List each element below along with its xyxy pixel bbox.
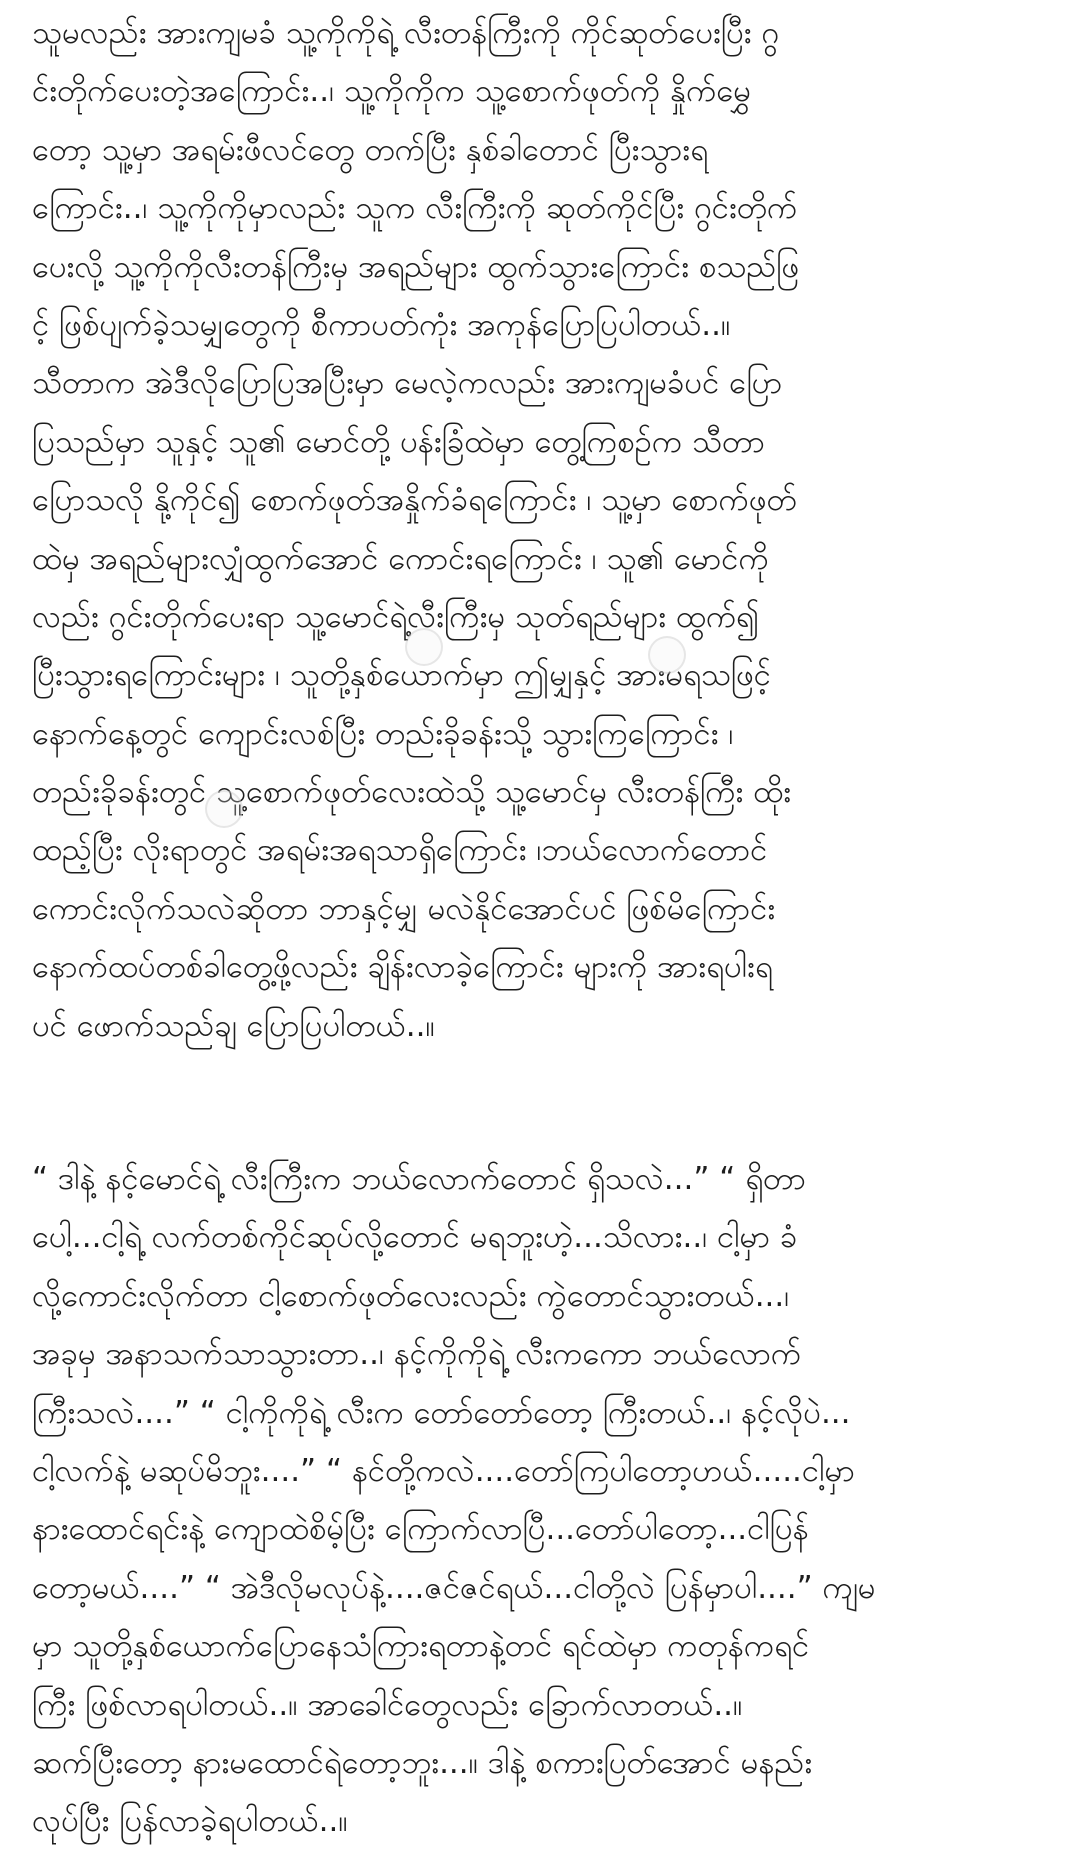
text-line: ကောင်းလိုက်သလဲဆိုတာ ဘာနှင့်မျှ မလဲနိုင်အောင်ပင် ဖြစ်မိကြောင်း bbox=[32, 890, 776, 927]
text-line: ဆက်ပြီးတော့ နားမထောင်ရဲတော့ဘူး...။ ဒါနဲ့ စကားပြတ်အောင် မနည်း bbox=[32, 1744, 813, 1781]
text-line: ငါ့လက်နဲ့ မဆုပ်မိဘူး....” “ နင်တို့ကလဲ....တော်ကြပါတော့ဟယ်.....ငါ့မှာ bbox=[32, 1452, 855, 1489]
text-line: ကြီး ဖြစ်လာရပါတယ်..။ အာခေါင်တွေလည်း ခြောက်လာတယ်..။ bbox=[32, 1686, 743, 1723]
watermark-circle-icon bbox=[205, 790, 243, 828]
text-line: ကြောင်း..၊ သူ့ကိုကိုမှာလည်း သူက လီးကြီးကို ဆုတ်ကိုင်ပြီး ဂွင်းတိုက် bbox=[32, 190, 798, 227]
text-line: နောက်နေ့တွင် ကျောင်းလစ်ပြီး တည်းခိုခန်းသို့ သွားကြကြောင်း ၊ bbox=[32, 715, 734, 752]
text-line: ပေးလို့ သူ့ကိုကိုလီးတန်ကြီးမှ အရည်များ ထွက်သွားကြောင်း စသည်ဖြ bbox=[32, 248, 800, 285]
text-line: တည်းခိုခန်းတွင် သူ့စောက်ဖုတ်လေးထဲသို့ သူ့မောင်မှ လီးတန်ကြီး ထိုး bbox=[32, 774, 792, 811]
text-line: နားထောင်ရင်းနဲ့ ကျောထဲစိမ့်ပြီး ကြောက်လာပြီ...တော်ပါတော့...ငါပြန် bbox=[32, 1511, 809, 1548]
text-line: ပေါ့...ငါ့ရဲ့ လက်တစ်ကိုင်ဆုပ်လို့တောင် မရဘူးဟဲ့...သိလား..၊ ငါ့မှာ ခံ bbox=[32, 1219, 798, 1256]
text-line: နောက်ထပ်တစ်ခါတွေ့ဖို့လည်း ချိန်းလာခဲ့ကြောင်း များကို အားရပါးရ bbox=[32, 949, 773, 986]
text-line: “ ဒါနဲ့ နင့်မောင်ရဲ့ လီးကြီးက ဘယ်လောက်တောင် ရှိသလဲ...” “ ရှိတာ bbox=[32, 1161, 806, 1197]
text-line: သူမလည်း အားကျမခံ သူ့ကိုကိုရဲ့ လီးတန်ကြီးကို ကိုင်ဆုတ်ပေးပြီး ဂွ bbox=[32, 15, 780, 51]
text-line: ပြီးသွားရကြောင်းများ ၊ သူတို့နှစ်ယောက်မှာ ဤမျှနှင့် အားမရသဖြင့် bbox=[32, 657, 771, 694]
text-line: တော့မယ်....” “ အဲဒီလိုမလုပ်နဲ့....ဇင်ဇင်ရယ်...ငါတို့လဲ ပြန်မှာပါ....” ကျမ bbox=[32, 1569, 876, 1606]
text-line: သီတာက အဲဒီလိုပြောပြအပြီးမှာ မေလဲ့ကလည်း အားကျမခံပင် ပြော bbox=[32, 365, 783, 402]
text-line: လို့ကောင်းလိုက်တာ ငါ့စောက်ဖုတ်လေးလည်း ကွဲတောင်သွားတယ်...၊ bbox=[32, 1277, 790, 1314]
text-line: ပြောသလို နို့ကိုင်၍ စောက်ဖုတ်အနှိုက်ခံရကြောင်း ၊ သူ့မှာ စောက်ဖုတ် bbox=[32, 482, 797, 519]
watermark-circle-icon bbox=[648, 636, 686, 674]
text-line: ထည့်ပြီး လိုးရာတွင် အရမ်းအရသာရှိကြောင်း ၊ဘယ်လောက်တောင် bbox=[32, 832, 768, 869]
text-line: လုပ်ပြီး ပြန်လာခဲ့ရပါတယ်..။ bbox=[32, 1803, 348, 1840]
text-line: ပြသည်မှာ သူနှင့် သူ၏ မောင်တို့ ပန်းခြံထဲမှာ တွေ့ကြစဉ်က သီတာ bbox=[32, 423, 765, 460]
text-line: ကြီးသလဲ....” “ ငါ့ကိုကိုရဲ့ လီးက တော်တော်တော့ ကြီးတယ်..၊ နင့်လိုပဲ... bbox=[32, 1394, 851, 1431]
text-line: မှာ သူတို့နှစ်ယောက်ပြောနေသံကြားရတာနဲ့တင် ရင်ထဲမှာ ကတုန်ကရင် bbox=[32, 1628, 810, 1665]
paragraph-2 bbox=[32, 1150, 1056, 1851]
text-line: တော့ သူ့မှာ အရမ်းဖီလင်တွေ တက်ပြီး နှစ်ခါတောင် ပြီးသွားရ bbox=[32, 131, 708, 168]
text-line: အခုမှ အနာသက်သာသွားတာ..၊ နင့်ကိုကိုရဲ့ လီးကကော ဘယ်လောက် bbox=[32, 1336, 802, 1373]
text-line: ပင် ဖောက်သည်ချ ပြောပြပါတယ်..။ bbox=[32, 1007, 435, 1044]
text-line: င့် ဖြစ်ပျက်ခဲ့သမျှတွေကို စီကာပတ်ကုံး အကုန်ပြောပြပါတယ်..။ bbox=[32, 306, 731, 343]
text-line: လည်း ဂွင်းတိုက်ပေးရာ သူ့မောင်ရဲ့လီးကြီးမှ သုတ်ရည်များ ထွက်၍ bbox=[32, 598, 760, 635]
text-line: ထဲမှ အရည်များလျှံထွက်အောင် ကောင်းရကြောင်း ၊ သူ၏ မောင်ကို bbox=[32, 540, 769, 577]
paragraph-1 bbox=[32, 4, 1056, 1055]
watermark-circle-icon bbox=[405, 628, 443, 666]
text-line: င်းတိုက်ပေးတဲ့အကြောင်း..၊ သူ့ကိုကိုက သူ့စောက်ဖုတ်ကို နှိုက်မွှေ bbox=[32, 73, 751, 110]
